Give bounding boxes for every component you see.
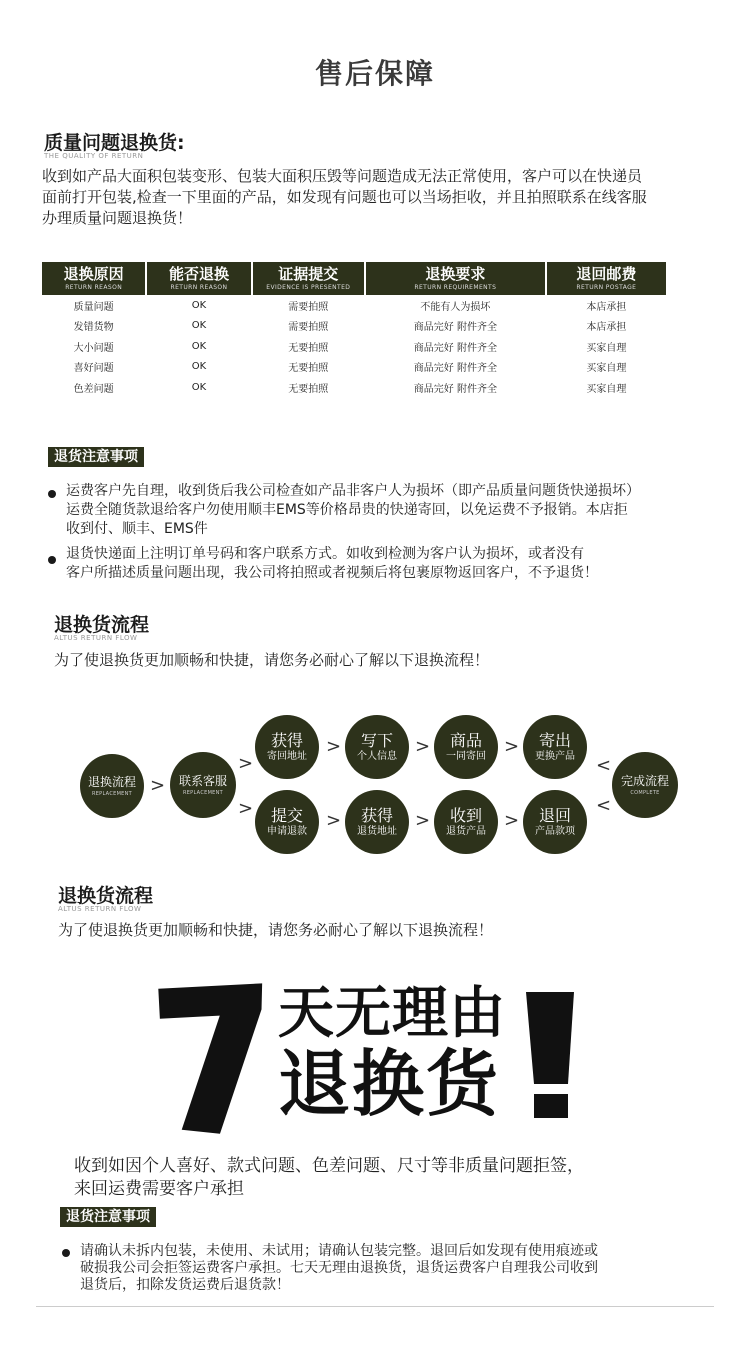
flow-step-circle: 写下 个人信息 (345, 715, 409, 779)
table-row (42, 316, 666, 337)
bullet-dot (48, 490, 56, 498)
flow-subtitle: ALTUS RETURN FLOW (54, 634, 138, 642)
bullet-dot (48, 556, 56, 564)
quality-text (42, 166, 722, 229)
flow-step-circle: 商品 一同寄回 (434, 715, 498, 779)
flow-arrow: > (150, 775, 166, 796)
table-cell: OK (191, 320, 207, 332)
flow-arrow: > (504, 810, 520, 831)
table-cell: OK (191, 299, 207, 311)
notice-bullet: 运费客户先自理，收到货后我公司检查如产品非客户人为损坏（即产品质量问题货快递损坏） 运费全随货款退给客户勿使用顺丰EMS等价格昂贵的快递寄回，以免运费不予报销。本店拒 收到付、顺丰、EMS件 (66, 483, 640, 537)
flow-arrow: > (238, 753, 254, 774)
flow-arrow: > (326, 736, 342, 757)
table-cell: 买家自理 (586, 342, 627, 354)
return-table-body (42, 295, 666, 398)
table-cell: 买家自理 (586, 363, 627, 375)
table-cell: 无要拍照 (288, 363, 329, 375)
table-cell: 色差问题 (73, 383, 114, 395)
flow-subtitle: ALTUS RETURN FLOW (58, 905, 142, 913)
notice-tag: 退货注意事项 (48, 447, 144, 467)
table-cell: 无要拍照 (288, 342, 329, 354)
flow-service-circle: 联系客服 REPLACEMENT (170, 752, 236, 818)
flow-step-circle: 寄出 更换产品 (523, 715, 587, 779)
notice-bullet: 退货快递面上注明订单号码和客户联系方式。如收到检测为客户认为损坏，或者没有 客户所描述质量问题出现，我公司将拍照或者视频后将包裹原物返回客户，不予退货！ (66, 546, 598, 581)
table-cell: 商品完好 附件齐全 (413, 342, 497, 354)
table-cell: 商品完好 附件齐全 (413, 363, 497, 375)
quality-title: 质量问题退换货: (44, 132, 185, 154)
quality-subtitle: THE QUALITY OF RETURN (44, 152, 144, 160)
bottom-divider (36, 1306, 714, 1307)
flow-arrow: > (238, 798, 254, 819)
table-cell: 不能有人为损坏 (420, 301, 491, 313)
quality-line: 办理质量问题退换货！ (42, 209, 193, 227)
table-header-cell: 证据提交 EVIDENCE IS PRESENTED (253, 262, 364, 295)
flow-step-circle: 退回 产品款项 (523, 790, 587, 854)
flow-arrow: < (596, 755, 612, 776)
table-row (42, 295, 666, 316)
flow-text: 为了使退换货更加顺畅和快捷，请您务必耐心了解以下退换流程！ (58, 921, 494, 939)
notice-tag: 退货注意事项 (60, 1207, 156, 1227)
table-header-cell: 退换原因 RETURN REASON (42, 262, 145, 295)
seven-day-line1: 天无理由 (278, 981, 506, 1046)
flow-title: 退换货流程 (54, 614, 150, 636)
table-cell: 需要拍照 (288, 322, 329, 334)
flow-arrow: > (415, 736, 431, 757)
flow-step-circle: 收到 退货产品 (434, 790, 498, 854)
table-cell: 本店承担 (586, 322, 627, 334)
table-cell: 需要拍照 (288, 301, 329, 313)
table-cell: 商品完好 附件齐全 (413, 383, 497, 395)
flow-end-circle: 完成流程 COMPLETE (612, 752, 678, 818)
page-title: 售后保障 (314, 57, 435, 90)
flow-arrow: > (415, 810, 431, 831)
table-cell: 本店承担 (586, 301, 627, 313)
flow-arrow: > (504, 736, 520, 757)
table-cell: OK (191, 361, 207, 373)
return-table (42, 262, 666, 398)
table-header-cell: 能否退换 RETURN REASON (147, 262, 250, 295)
table-header-cell: 退回邮费 RETURN POSTAGE (547, 262, 666, 295)
table-cell: OK (191, 340, 207, 352)
seven-digit-graphic (158, 978, 268, 1138)
flow-step-circle: 获得 寄回地址 (255, 715, 319, 779)
quality-line: 面前打开包装,检查一下里面的产品，如发现有问题也可以当场拒收，并且拍照联系在线客服 (42, 188, 647, 206)
notice-bullet: 请确认未拆内包装，未使用、未试用；请确认包装完整。退回后如发现有使用痕迹或 破损我公司会拒签运费客户承担。七天无理由退换货，退货运费客户自理我公司收到 退货后，扣除发货运费后退货款！ (80, 1243, 598, 1293)
table-cell: 质量问题 (73, 301, 114, 313)
table-cell: 买家自理 (586, 383, 627, 395)
table-cell: 无要拍照 (288, 383, 329, 395)
table-cell: 大小问题 (73, 342, 114, 354)
table-row (42, 377, 666, 398)
table-cell: 喜好问题 (73, 363, 114, 375)
seven-day-line2: 退换货 (278, 1042, 501, 1126)
exclamation-icon (524, 990, 576, 1120)
seven-day-text: 收到如因个人喜好、款式问题、色差问题、尺寸等非质量问题拒签， 来回运费需要客户承担 (74, 1156, 584, 1199)
table-cell: 发错货物 (73, 322, 114, 334)
flow-arrow: < (596, 795, 612, 816)
flow-title: 退换货流程 (58, 885, 154, 907)
quality-line: 收到如产品大面积包装变形、包装大面积压毁等问题造成无法正常使用，客户可以在快递员 (42, 167, 643, 185)
table-row (42, 357, 666, 378)
table-cell: OK (191, 381, 207, 393)
flow-arrow: > (326, 810, 342, 831)
flow-step-circle: 提交 申请退款 (255, 790, 319, 854)
table-cell: 商品完好 附件齐全 (413, 322, 497, 334)
flow-text: 为了使退换货更加顺畅和快捷，请您务必耐心了解以下退换流程！ (54, 651, 490, 669)
bullet-dot (62, 1249, 70, 1257)
return-table-header (42, 262, 666, 295)
table-row (42, 336, 666, 357)
flow-step-circle: 获得 退货地址 (345, 790, 409, 854)
flow-start-circle: 退换流程 REPLACEMENT (80, 754, 144, 818)
table-header-cell: 退换要求 RETURN REQUIREMENTS (366, 262, 545, 295)
